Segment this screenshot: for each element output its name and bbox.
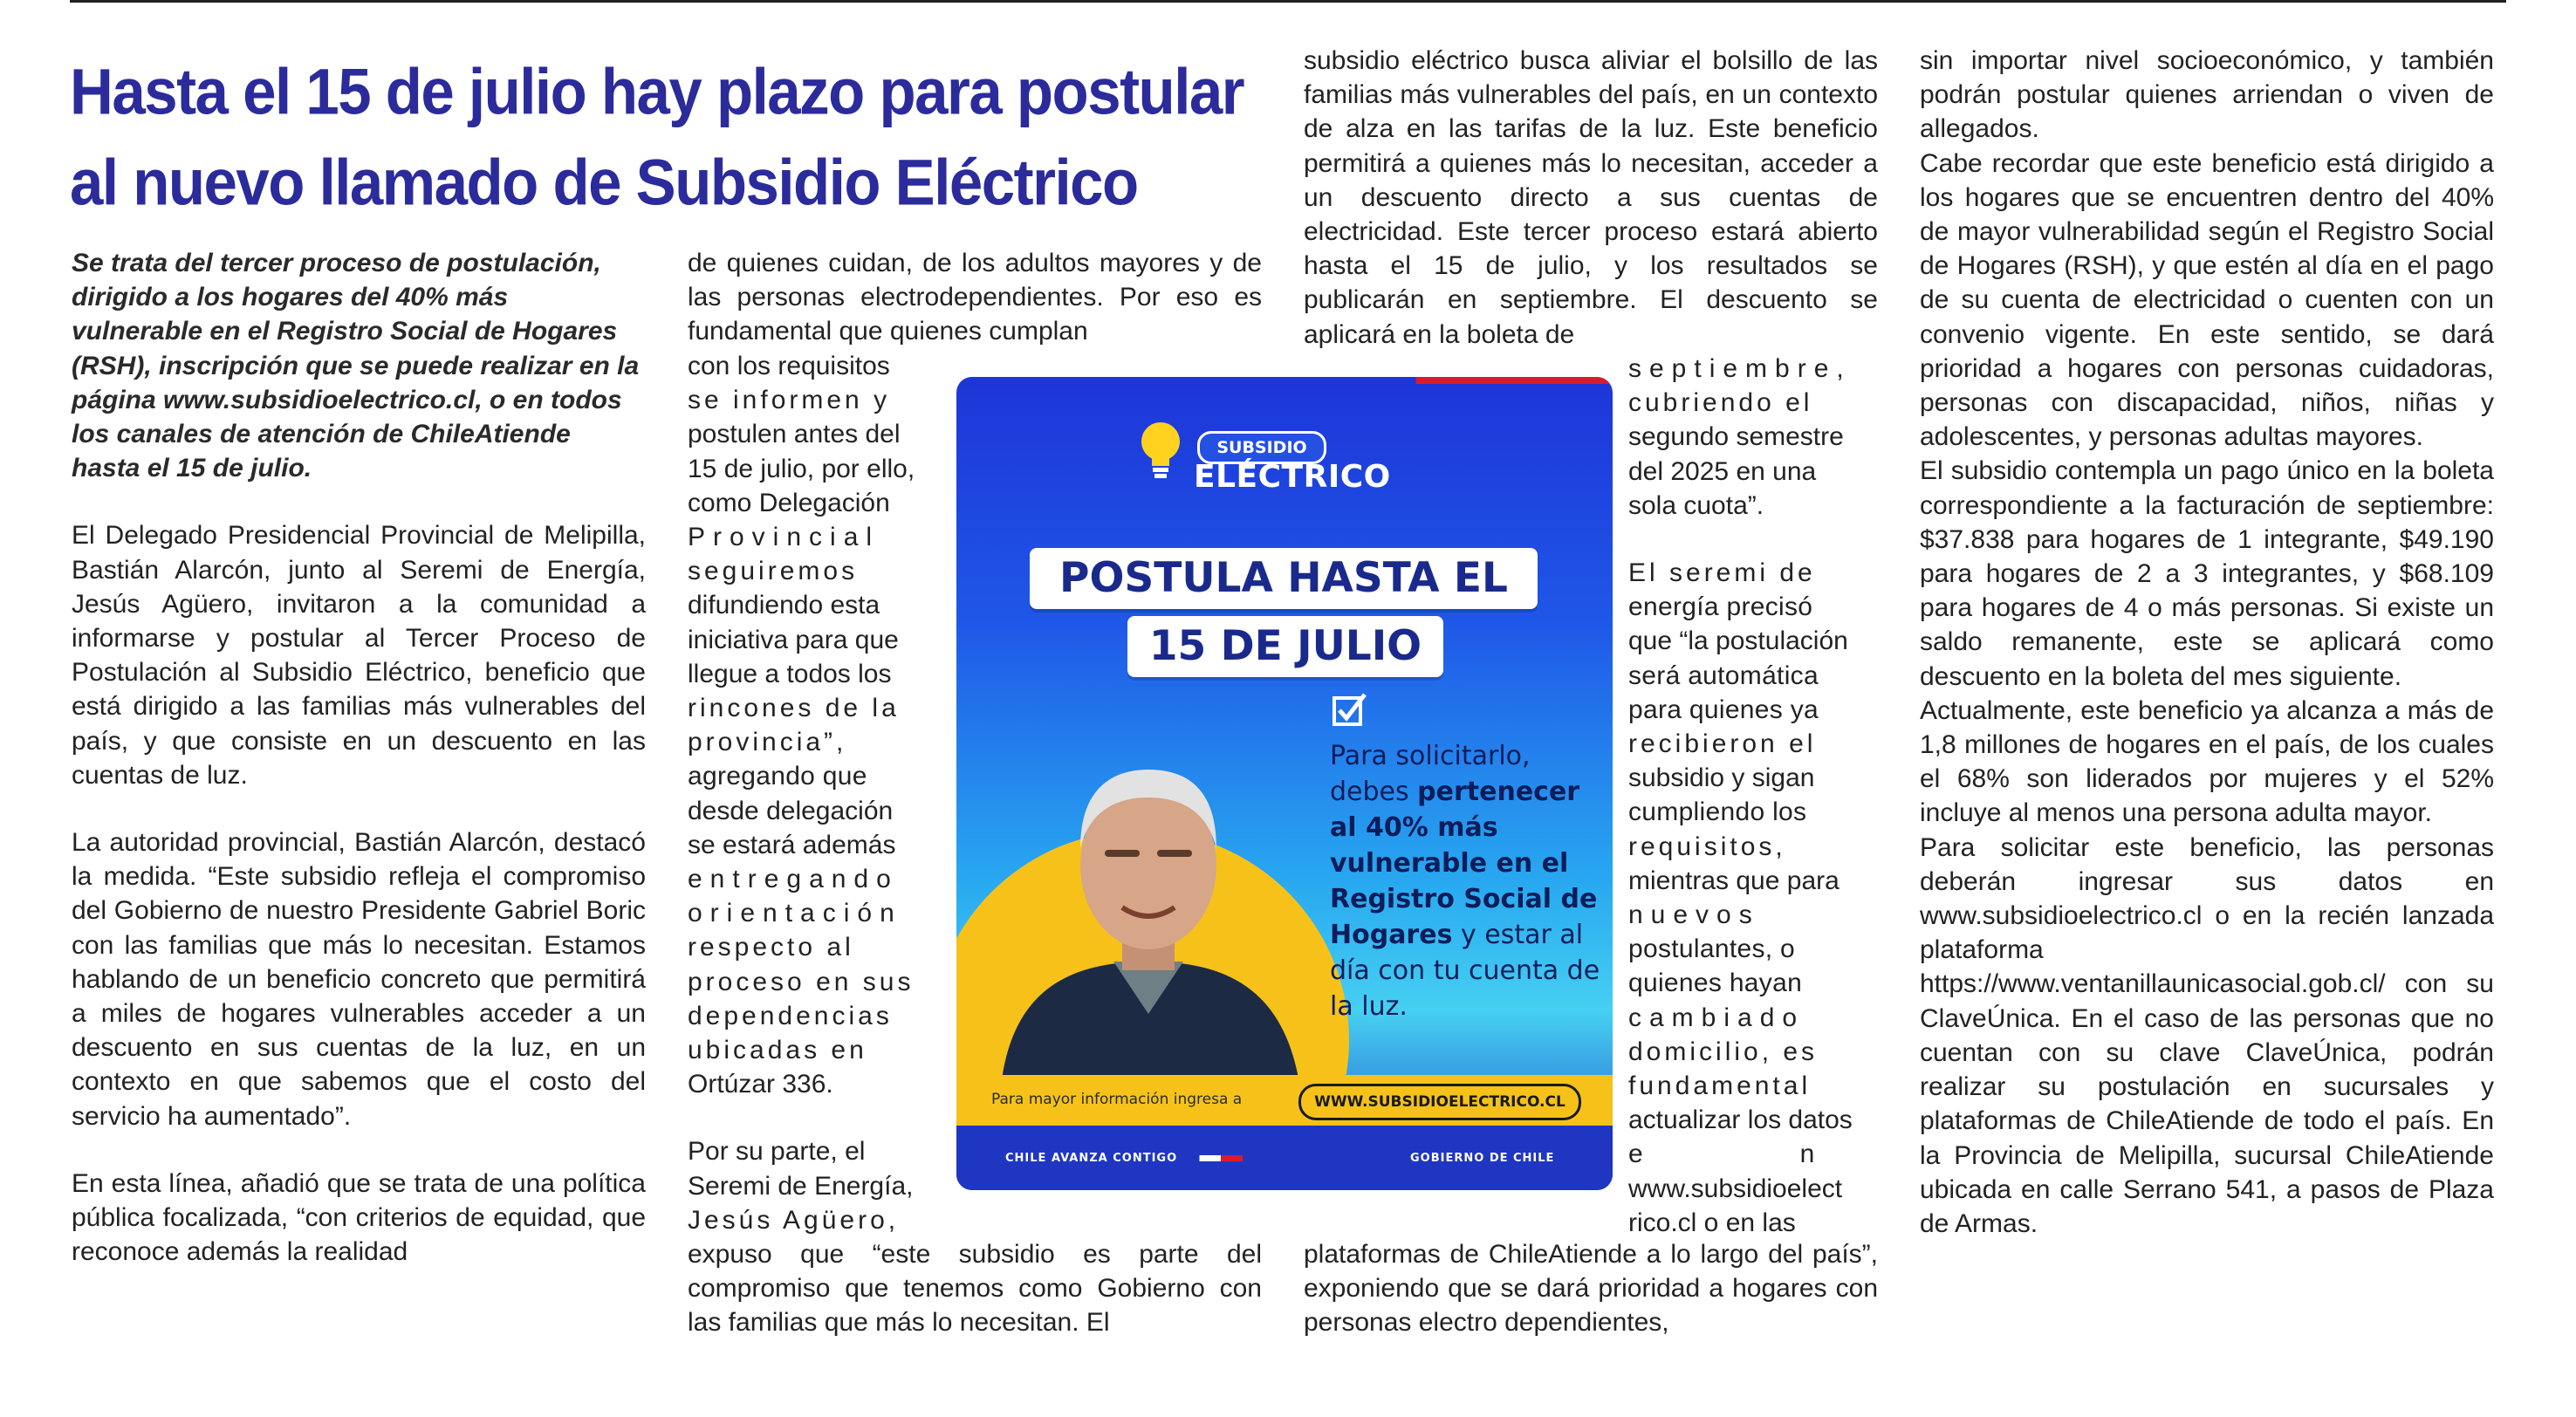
text-line: domicilio, es <box>1628 1037 1819 1066</box>
poster-footer-left: CHILE AVANZA CONTIGO <box>1005 1152 1178 1165</box>
poster-message-c: y estar al día con tu cuenta de la luz. <box>1330 920 1600 1022</box>
paragraph: La autoridad provincial, Bastián Alarcón, destacó la medida. “Este subsidio refleja el compromiso del Gobierno de nuestro Presidente Gabriel Boric con las familias que más lo necesitan. Estamos hablando de un beneficio concreto que permitirá a miles de hogares vulnerables acceder a un descuento en sus cuentas de la luz, en un contexto en que sabemos que el costo del servicio ha aumentado”. <box>72 828 646 1131</box>
text-line: nuevos <box>1628 900 1760 930</box>
poster-footer-right: GOBIERNO DE CHILE <box>1410 1152 1555 1165</box>
text-line: Jesús Agüero, <box>688 1205 900 1235</box>
text-line: se estará además <box>688 830 896 859</box>
text-line: en <box>1628 1140 1972 1169</box>
poster-message-a: Para solicitarlo, debes <box>1330 741 1531 807</box>
text-line: desde delegación <box>688 796 894 825</box>
article-lead: Se trata del tercer proceso de postulación, dirigido a los hogares del 40% más vulnerable en el Registro Social de Hogares (RSH), inscripción que se puede realizar en la página www.subsidioelectrico.cl, o en todos los canales de atención de ChileAtiende hasta el 15 de julio. <box>72 249 640 483</box>
poster-brand-small: SUBSIDIO <box>1197 431 1326 464</box>
text-line: quienes hayan <box>1628 969 1803 998</box>
text-line: mientras que para <box>1628 866 1840 895</box>
text-line: Por su parte, el <box>688 1137 866 1167</box>
text-line: Provincial <box>688 523 880 552</box>
text-line: cumpliendo los <box>1628 797 1807 827</box>
text-line: provincia”, <box>688 728 847 757</box>
text-line: cambiado <box>1628 1003 1805 1032</box>
text-line: del 2025 en una <box>1628 456 1817 486</box>
text-line: www.subsidioelect <box>1628 1174 1843 1203</box>
text-line: segundo semestre <box>1628 422 1844 452</box>
text-line: El seremi de <box>1628 558 1816 588</box>
text-line: que “la postulación <box>1628 626 1848 656</box>
text-line: como Delegación <box>688 488 890 517</box>
text-line: rico.cl o en las <box>1628 1208 1796 1237</box>
text-line: respecto al <box>688 933 854 962</box>
chile-flag-stripe <box>1178 1155 1243 1161</box>
text-line: para quienes ya <box>1628 695 1819 724</box>
paragraph: subsidio eléctrico busca aliviar el bolsillo de las familias más vulnerables del país, en un contexto de alza en las tarifas de la luz. Este beneficio permitirá a quienes más lo necesitan, acceder a un descuento directo a sus cuentas de electricidad. Este tercer proceso estará abierto hasta el 15 de julio, y los resultados se publicarán en septiembre. El descuento se aplicará en la boleta de <box>1304 46 1878 349</box>
column-4 <box>1920 44 2494 1241</box>
poster-brand-big: ELÉCTRICO <box>1194 459 1391 495</box>
column-1 <box>72 246 646 1269</box>
text-line: llegue a todos los <box>688 659 892 688</box>
top-rule <box>70 0 2506 3</box>
paragraph: El subsidio contempla un pago único en la boleta correspondiente a la facturación de septiembre: $37.838 para hogares de 1 integrante, $49.190 para hogares de 2 a 3 integrantes, y $68.109 para hogares de 4 o más personas. Si existe un saldo remanente, este se aplicará como descuento en la boleta del mes siguiente. <box>1920 456 2494 691</box>
paragraph: de quienes cuidan, de los adultos mayores y de las personas electrodependientes. Por eso es fundamental que quienes cumplan <box>688 249 1262 346</box>
column-3 <box>1304 44 1878 352</box>
poster-url: WWW.SUBSIDIOELECTRICO.CL <box>1298 1084 1581 1120</box>
column-2-bottom <box>688 1237 1262 1340</box>
lightbulb-icon <box>1136 419 1185 480</box>
checkbox-icon <box>1332 691 1368 728</box>
text-line: proceso en sus <box>688 967 915 996</box>
text-line: postulantes, o <box>1628 934 1795 964</box>
text-line: se informen y <box>688 386 891 415</box>
poster-cta-line2: 15 DE JULIO <box>1127 616 1443 677</box>
text-line: dependencias <box>688 1001 893 1030</box>
paragraph: plataformas de ChileAtiende a lo largo del país”, exponiendo que se dará prioridad a hogares con personas electro dependientes, <box>1304 1240 1878 1338</box>
paragraph: expuso que “este subsidio es parte del compromiso que tenemos como Gobierno con las familias que más lo necesitan. El <box>688 1240 1262 1338</box>
text-line: postulen antes del <box>688 420 901 449</box>
subsidio-poster <box>956 377 1613 1190</box>
text-line: rincones de la <box>688 694 900 723</box>
paragraph: Actualmente, este beneficio ya alcanza a más de 1,8 millones de hogares en el país, de los cuales el 68% son liderados por mujeres y el 52% incluye al menos una persona adulta mayor. <box>1920 695 2494 828</box>
text-line: entregando <box>688 865 899 894</box>
poster-top-stripe <box>956 377 1613 384</box>
text-line: difundiendo esta <box>688 591 880 620</box>
text-line: Seremi de Energía, <box>688 1171 914 1201</box>
text-line: Ortúzar 336. <box>688 1070 833 1099</box>
poster-more-info: Para mayor información ingresa a <box>991 1091 1243 1108</box>
column-3-bottom <box>1304 1237 1878 1340</box>
paragraph: El Delegado Presidencial Provincial de Melipilla, Bastián Alarcón, junto al Seremi de Energía, Jesús Agüero, invitaron a la comunidad a informarse y postular al Tercer Proceso de Postulación al Subsidio Eléctrico, beneficio que está dirigido a las familias más vulnerables del país, y que consiste en un descuento en las cuentas de luz. <box>72 521 646 790</box>
text-line: ubicadas en <box>688 1036 867 1065</box>
text-line: orientación <box>688 899 902 928</box>
column-3-narrow <box>1628 352 1972 1240</box>
poster-message-b: pertenecer al 40% más vulnerable en el Registro Social de Hogares <box>1330 777 1598 950</box>
paragraph: Para solicitar este beneficio, las personas deberán ingresar sus datos en www.subsidioelectrico.cl o en la recién lanzada plataforma https://www.ventanillaunicasocial.gob.cl/ con su ClaveÚnica. En el caso de las personas que no cuentan con su clave ClaveÚnica, podrán realizar su postulación en sucursales y plataformas de ChileAtiende de todo el país. En la Provincia de Melipilla, sucursal ChileAtiende ubicada en calle Serrano 541, a pasos de Plaza de Armas. <box>1920 832 2494 1238</box>
text-line: iniciativa para que <box>688 625 899 654</box>
poster-cta-line1: POSTULA HASTA EL <box>1030 548 1538 609</box>
text-line: recibieron el <box>1628 729 1817 759</box>
elderly-man-photo <box>983 700 1314 1094</box>
text-line: cubriendo el <box>1628 388 1813 418</box>
text-line: subsidio y sigan <box>1628 763 1815 793</box>
text-line: agregando que <box>688 762 867 791</box>
text-line: requisitos, <box>1628 832 1786 861</box>
paragraph: sin importar nivel socioeconómico, y también podrán postular quienes arriendan o viven de allegados. <box>1920 46 2494 144</box>
text-line: actualizar los datos <box>1628 1106 1853 1135</box>
text-line: sola cuota”. <box>1628 490 1764 520</box>
text-line: será automática <box>1628 661 1819 690</box>
text-line: energía precisó <box>1628 592 1813 622</box>
paragraph: En esta línea, añadió que se trata de una política pública focalizada, “con criterios de equidad, que reconoce además la realidad <box>72 1168 646 1267</box>
text-line: 15 de julio, por ello, <box>688 454 915 483</box>
text-line: septiembre, <box>1628 354 1852 383</box>
column-2-narrow <box>688 349 937 1237</box>
text-line: con los requisitos <box>688 352 890 380</box>
text-line: seguiremos <box>688 557 859 586</box>
poster-message <box>1330 738 1600 1024</box>
column-2 <box>688 246 1262 349</box>
article-headline: Hasta el 15 de julio hay plazo para postular al nuevo llamado de Subsidio Eléctrico <box>70 55 1244 219</box>
paragraph: Cabe recordar que este beneficio está dirigido a los hogares que se encuentren dentro del 40% de mayor vulnerabilidad según el Registro Social de Hogares (RSH), y que estén al día en el pago de su cuenta de electricidad o cuenten con un convenio vigente. En este sentido, se dará prioridad a hogares con personas cuidadoras, personas con discapacidad, niños, niñas y adolescentes, y personas adultas mayores. <box>1920 148 2494 452</box>
text-line: fundamental <box>1628 1071 1812 1101</box>
